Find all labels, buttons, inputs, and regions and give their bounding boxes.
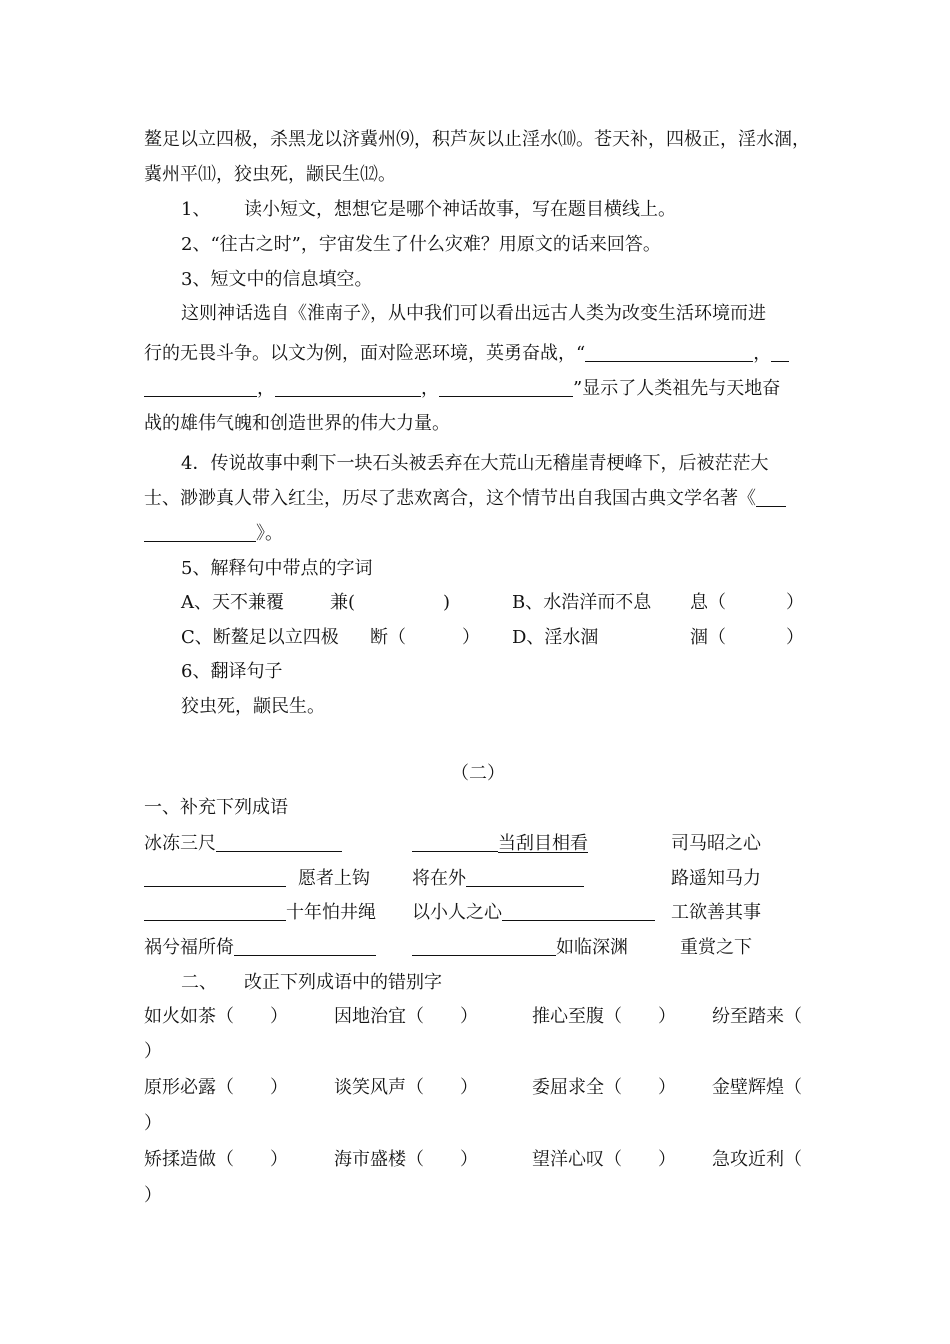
question-3-paragraph-line-4: 战的雄伟气魄和创造世界的伟大力量。 — [144, 413, 450, 434]
idiom-row1-col3: 司马昭之心 — [671, 833, 761, 854]
fill-blank[interactable] — [502, 902, 655, 921]
fix-item — [144, 1077, 288, 1099]
idiom-text: 如火如茶 — [144, 1006, 216, 1027]
fill-blank[interactable] — [144, 902, 286, 921]
wrapped-paren-close: ） — [144, 1113, 162, 1134]
idiom-row3-col3: 工欲善其事 — [671, 902, 761, 923]
q5-option-b-close: ） — [786, 592, 804, 613]
fix-item — [712, 1077, 802, 1099]
idiom-row1-col2 — [412, 833, 588, 855]
question-6-sentence: 狡虫死，颛民生。 — [181, 696, 325, 717]
idiom-text: 委屈求全 — [532, 1077, 604, 1098]
question-4-line-1: 4．传说故事中剩下一块石头被丢弃在大荒山无稽崖青梗峰下，后被茫茫大 — [181, 453, 769, 474]
idiom-row4-col2 — [412, 937, 628, 959]
answer-paren[interactable]: （ ） — [406, 1149, 478, 1170]
fix-item — [144, 1006, 288, 1028]
answer-paren[interactable]: （ ） — [216, 1149, 288, 1170]
wrapped-paren-close: ） — [144, 1041, 162, 1062]
comma: ， — [257, 378, 275, 399]
answer-paren[interactable]: （ ） — [604, 1006, 676, 1027]
idiom-text: 谈笑风声 — [334, 1077, 406, 1098]
wrapped-paren-close: ） — [144, 1185, 162, 1206]
idiom-text: 纷至踏来 — [712, 1006, 784, 1027]
q3-line3-text: ”显示了人类祖先与天地奋 — [573, 378, 781, 399]
question-3-paragraph-line-3 — [144, 378, 780, 400]
answer-paren-open[interactable]: （ — [784, 1006, 802, 1027]
idiom-text: 推心至腹 — [532, 1006, 604, 1027]
part-1-title: 一、补充下列成语 — [144, 797, 288, 818]
question-2: 2、“往古之时”，宇宙发生了什么灾难？用原文的话来回答。 — [181, 234, 661, 255]
fix-item — [532, 1006, 676, 1028]
idiom-text: 如临深渊 — [556, 937, 628, 958]
idiom-row2-col1 — [144, 868, 370, 890]
idiom-row2-col3: 路遥知马力 — [671, 868, 761, 889]
q5-option-c-char: 断（ — [370, 627, 406, 648]
q5-option-b-char: 息（ — [690, 592, 726, 613]
q5-option-d-char: 涸（ — [690, 627, 726, 648]
idiom-text: 因地治宜 — [334, 1006, 406, 1027]
idiom-text: 急攻近利 — [712, 1149, 784, 1170]
fill-blank[interactable] — [144, 378, 257, 397]
q4-close-title: 》。 — [256, 523, 283, 544]
fill-blank[interactable] — [275, 378, 421, 397]
fix-item — [334, 1149, 478, 1171]
idiom-row4-col1 — [144, 937, 376, 959]
idiom-text: 以小人之心 — [412, 902, 502, 923]
question-3-paragraph-line-1: 这则神话选自《淮南子》，从中我们可以看出远古人类为改变生活环境而进 — [181, 303, 766, 324]
idiom-text: 冰冻三尺 — [144, 833, 216, 854]
q5-option-d: D、淫水涸 — [512, 627, 599, 648]
idiom-text: 望洋心叹 — [532, 1149, 604, 1170]
q5-option-b: B、水浩洋而不息 — [512, 592, 652, 613]
fill-blank[interactable] — [216, 833, 342, 852]
fix-item — [144, 1149, 288, 1171]
idiom-row2-col2 — [412, 868, 584, 890]
fill-blank[interactable] — [756, 488, 786, 507]
fill-blank[interactable] — [412, 937, 556, 956]
comma: ， — [421, 378, 439, 399]
question-3-paragraph-line-2 — [144, 343, 789, 365]
answer-paren-open[interactable]: （ — [784, 1149, 802, 1170]
idiom-text: 矫揉造做 — [144, 1149, 216, 1170]
part-2-number: 二、 — [181, 972, 217, 993]
answer-paren[interactable]: （ ） — [216, 1077, 288, 1098]
q4-line2-text: 士、渺渺真人带入红尘，历尽了悲欢离合，这个情节出自我国古典文学名著《 — [144, 488, 756, 509]
q3-line2-text: 行的无畏斗争。以文为例，面对险恶环境，英勇奋战，“ — [144, 343, 586, 364]
question-3: 3、短文中的信息填空。 — [181, 269, 373, 290]
idiom-text: 海市盛楼 — [334, 1149, 406, 1170]
idiom-row4-col3: 重赏之下 — [680, 937, 752, 958]
idiom-text: 金壁辉煌 — [712, 1077, 784, 1098]
fix-item — [712, 1149, 802, 1171]
passage-line-2: 冀州平⑾，狡虫死，颛民生⑿。 — [144, 164, 396, 185]
answer-paren[interactable]: （ ） — [604, 1077, 676, 1098]
passage-line-1: 鳌足以立四极，杀黑龙以济冀州⑼，积芦灰以止淫水⑽。苍天补，四极正，淫水涸， — [144, 129, 810, 150]
q5-option-a-char: 兼( — [330, 592, 356, 613]
q5-option-c: C、断鳌足以立四极 — [181, 627, 339, 648]
q5-option-d-close: ） — [786, 627, 804, 648]
question-1-text: 读小短文，想想它是哪个神话故事，写在题目横线上。 — [244, 199, 676, 220]
q5-option-a-close: ) — [443, 592, 451, 613]
fix-item — [532, 1077, 676, 1099]
part-2-title: 改正下列成语中的错别字 — [244, 972, 442, 993]
question-5: 5、解释句中带点的字词 — [181, 558, 373, 579]
comma: ， — [753, 343, 772, 364]
fix-item — [334, 1006, 478, 1028]
fill-blank[interactable] — [234, 937, 376, 956]
idiom-row3-col2 — [412, 902, 655, 924]
fill-blank[interactable] — [771, 343, 789, 362]
fix-item — [712, 1006, 802, 1028]
fill-blank[interactable] — [439, 378, 573, 397]
fill-blank[interactable] — [144, 868, 286, 887]
q5-option-a: A、天不兼覆 — [181, 592, 284, 613]
idiom-text: 十年怕井绳 — [286, 902, 376, 923]
question-1-number: 1、 — [181, 199, 211, 220]
fix-item — [334, 1077, 478, 1099]
section-heading: （二） — [451, 763, 505, 784]
question-6: 6、翻译句子 — [181, 661, 283, 682]
idiom-text: 将在外 — [412, 868, 466, 889]
fix-item — [532, 1149, 676, 1171]
fill-blank[interactable] — [585, 343, 753, 362]
fill-blank[interactable] — [466, 868, 584, 887]
question-4-line-3 — [144, 523, 283, 545]
q5-option-c-close: ） — [462, 627, 480, 648]
idiom-text: 原形必露 — [144, 1077, 216, 1098]
idiom-text: 当刮目相看 — [498, 833, 588, 854]
fill-blank[interactable] — [412, 833, 498, 852]
fill-blank[interactable] — [144, 523, 256, 542]
answer-paren[interactable]: （ ） — [216, 1006, 288, 1027]
idiom-text: 愿者上钩 — [298, 868, 370, 889]
idiom-row1-col1 — [144, 833, 342, 855]
answer-paren[interactable]: （ ） — [604, 1149, 676, 1170]
answer-paren-open[interactable]: （ — [784, 1077, 802, 1098]
answer-paren[interactable]: （ ） — [406, 1006, 478, 1027]
idiom-row3-col1 — [144, 902, 376, 924]
answer-paren[interactable]: （ ） — [406, 1077, 478, 1098]
question-4-line-2 — [144, 488, 786, 510]
idiom-text: 祸兮福所倚 — [144, 937, 234, 958]
